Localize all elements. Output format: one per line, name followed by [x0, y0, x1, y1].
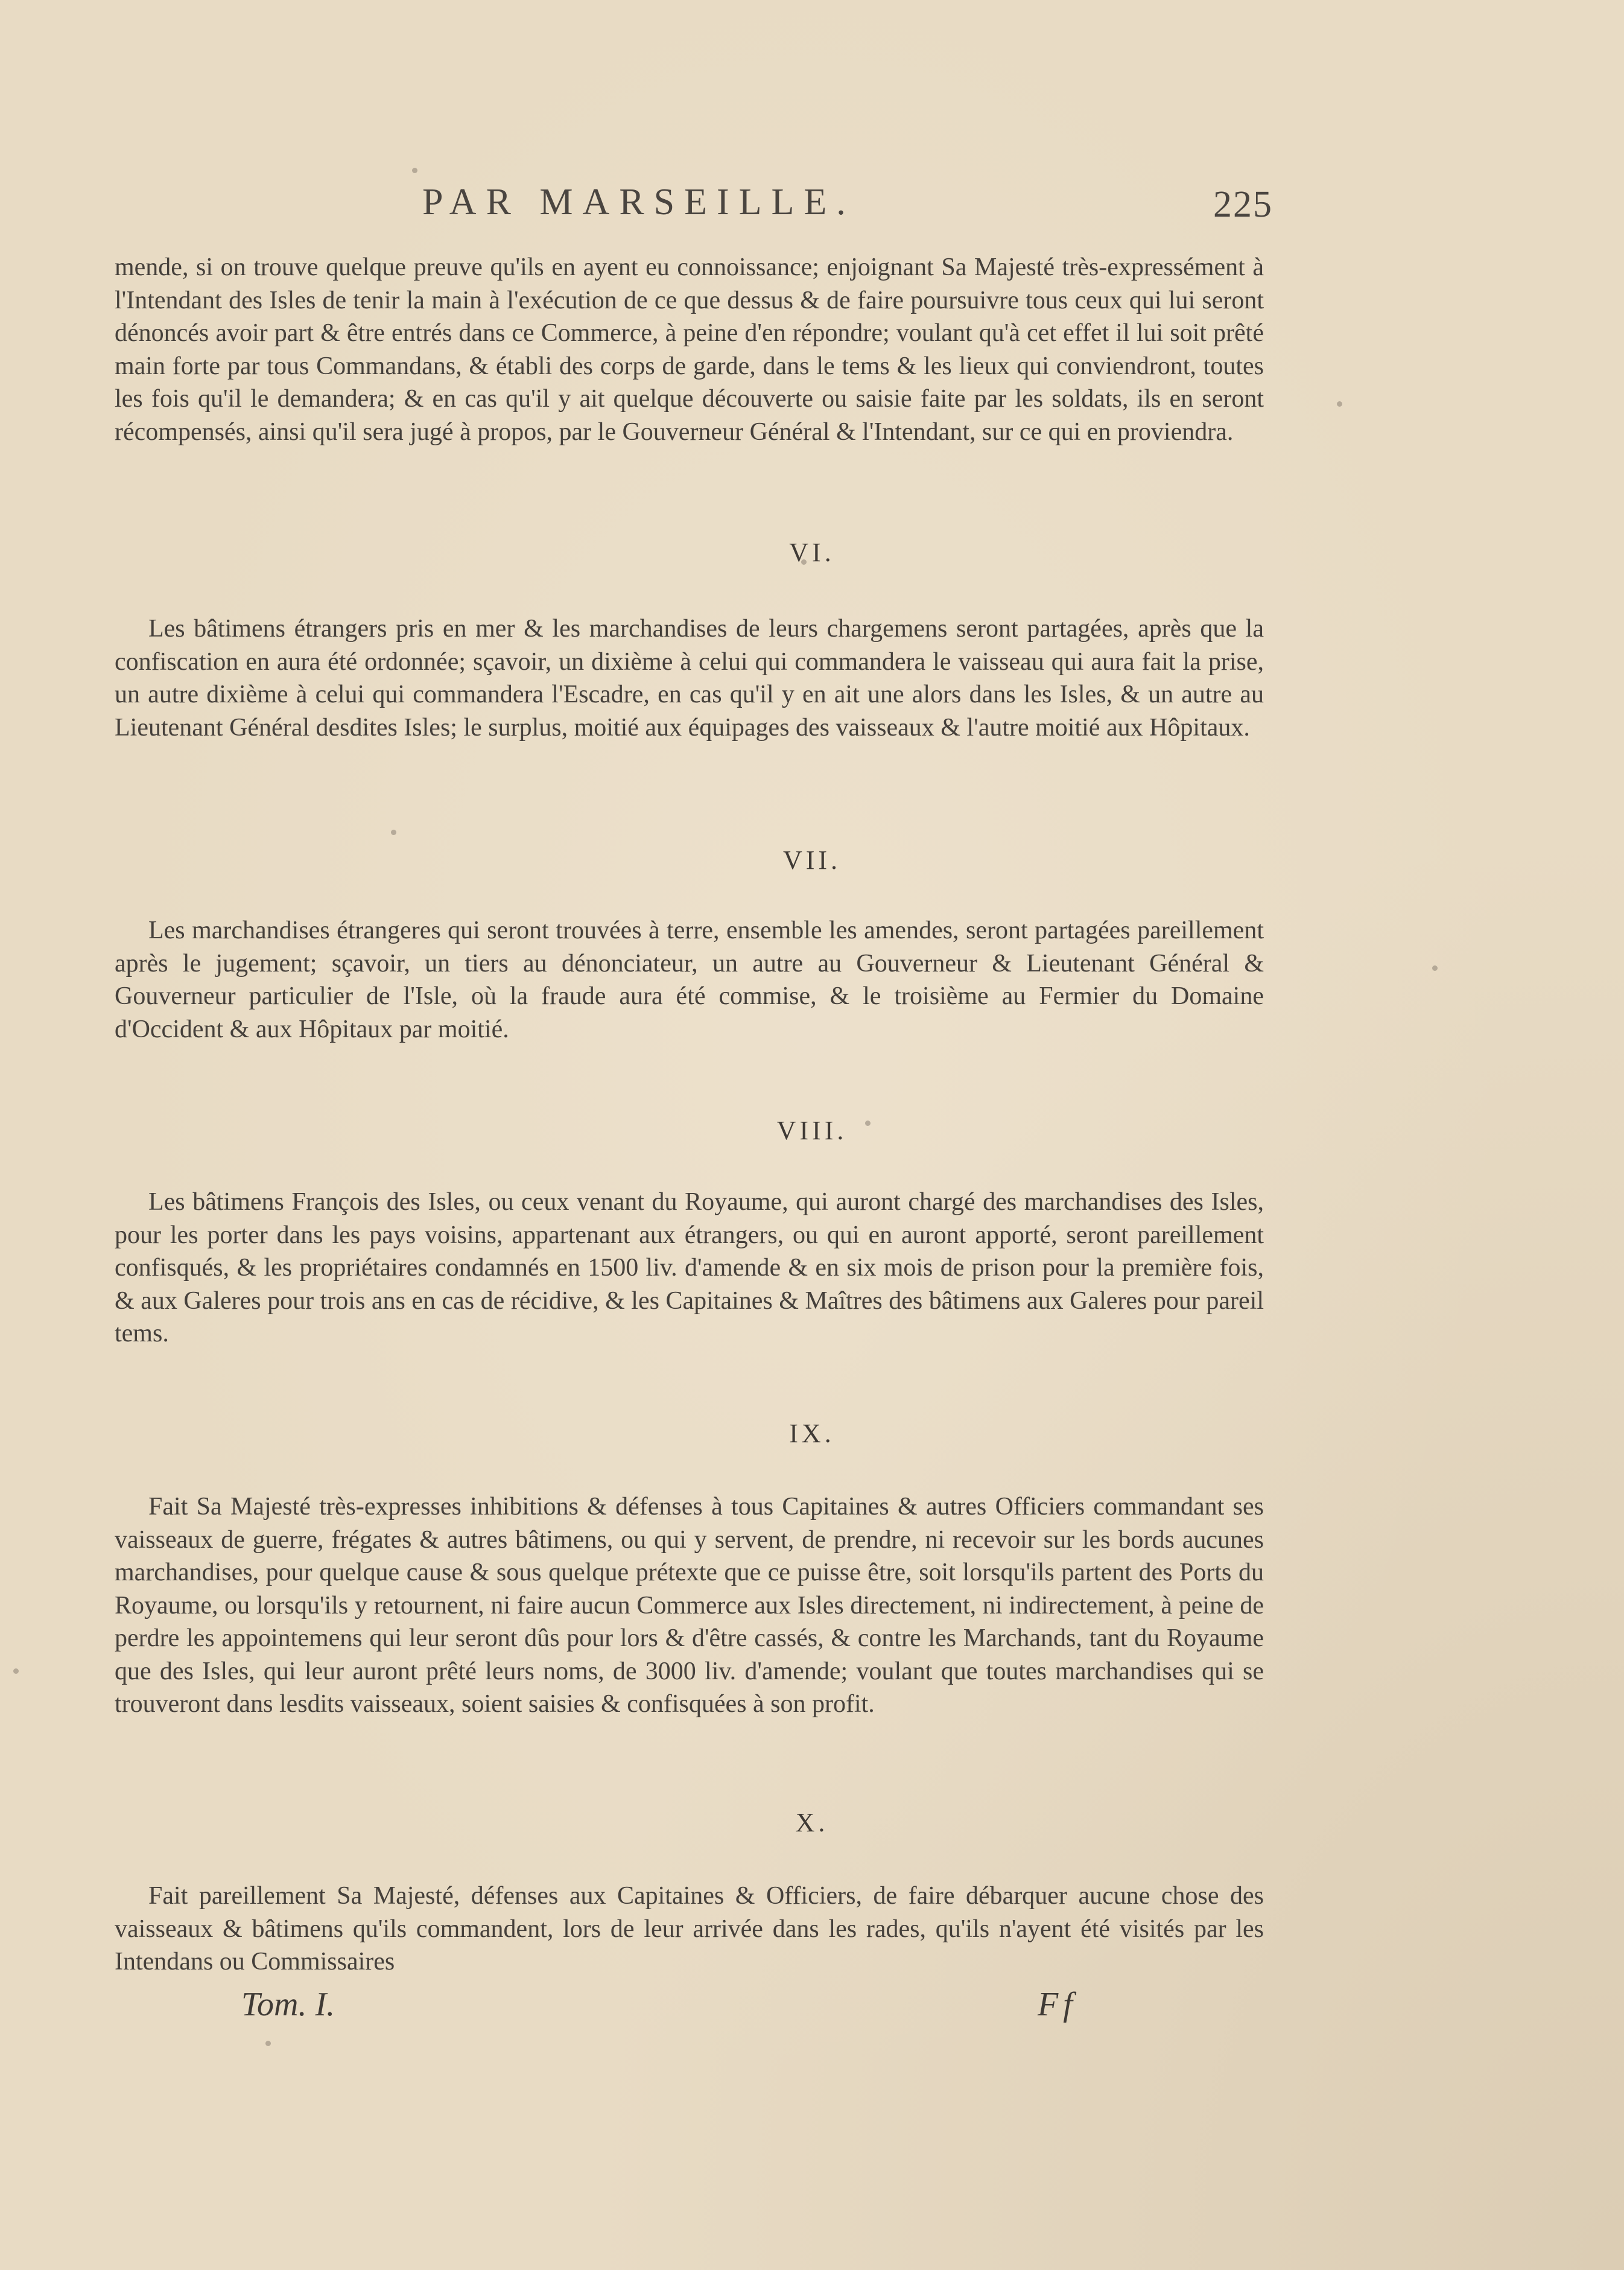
volume-number: Tom. I. [241, 1986, 335, 2023]
page-header [422, 181, 1273, 235]
paragraph: Les bâtimens François des Isles, ou ceux venant du Royaume, qui auront chargé des marchandises des Isles, pour les porter dans les pays voisins, appartenant aux étrangers, ou qui en auront apporté, seront pareillement confisqués, & les propriétaires condamnés en 1500 liv. d'amende & en six mois de prison pour la première fois, & aux Galeres pour trois ans en cas de récidive, & les Capitaines & Maîtres des bâtimens aux Galeres pour pareil tems. [115, 1188, 1264, 1347]
paper-speck [265, 2041, 271, 2046]
section-heading: X. [795, 1808, 829, 1837]
paper-speck [1337, 401, 1342, 407]
paper-speck [1432, 965, 1438, 971]
section-heading: IX. [789, 1419, 835, 1448]
section-heading: VI. [789, 538, 835, 567]
paragraph: Les marchandises étrangeres qui seront trouvées à terre, ensemble les amendes, seront partagées pareillement après le jugement; sçavoir, un tiers au dénonciateur, un autre au Gouverneur & Lieutenant Général & Gouverneur particulier de l'Isle, où la fraude aura été commise, & le troisième au Fermier du Domaine d'Occident & aux Hôpitaux par moitié. [115, 917, 1264, 1043]
paper-speck [412, 168, 417, 173]
article-vi [115, 612, 1264, 744]
signature-mark: Ff [1038, 1986, 1077, 2023]
article-viii [115, 1186, 1264, 1350]
paragraph-continuation [115, 251, 1264, 448]
section-heading: VIII. [776, 1116, 848, 1145]
paragraph: Fait Sa Majesté très-expresses inhibitions & défenses à tous Capitaines & autres Officiers commandant ses vaisseaux de guerre, frégates & autres bâtimens, ou qui y servent, de prendre, ni recevoir sur les bords aucunes marchandises, pour quelque cause & sous quelque prétexte que ce puisse être, soit lorsqu'ils partent des Ports du Royaume, ou lorsqu'ils y retournent, ni faire aucun Commerce aux Isles directement, ni indirectement, à peine de perdre les appointemens qui leur seront dûs pour lors & d'être cassés, & contre les Marchands, tant du Royaume que des Isles, qui leur auront prêté leurs noms, de 3000 liv. d'amende; voulant que toutes marchandises qui se trouveront dans lesdits vaisseaux, soient saisies & confisquées à son profit. [115, 1493, 1264, 1718]
section-heading: VII. [782, 845, 842, 875]
running-title: PAR MARSEILLE. [422, 182, 855, 223]
article-x [115, 1880, 1264, 1979]
paragraph: Fait pareillement Sa Majesté, défenses aux Capitaines & Officiers, de faire débarquer aucune chose des vaisseaux & bâtimens qu'ils commandent, lors de leur arrivée dans les rades, qu'ils n'ayent été visités par les Intendans ou Commissaires [115, 1882, 1264, 1976]
paragraph: Les bâtimens étrangers pris en mer & les marchandises de leurs chargemens seront partagées, après que la confiscation en aura été ordonnée; sçavoir, un dixième à celui qui commandera le vaisseau qui aura fait la prise, un autre dixième à celui qui commandera l'Escadre, en cas qu'il y en ait une alors dans les Isles, & un autre au Lieutenant Général desdites Isles; le surplus, moitié aux équipages des vaisseaux & l'autre moitié aux Hôpitaux. [115, 615, 1264, 742]
paper-speck [391, 830, 396, 835]
paper-speck [13, 1668, 19, 1674]
paragraph: mende, si on trouve quelque preuve qu'ils en ayent eu connoissance; enjoignant Sa Majesté très-expressément à l'Intendant des Isles de tenir la main à l'exécution de ce que dessus & de faire poursuivre tous ceux qui lui seront dénoncés avoir part & être entrés dans ce Commerce, à peine d'en répondre; voulant qu'à cet effet il lui soit prêté main forte par tous Commandans, & établi des corps de garde, dans le tems & les lieux qui conviendront, toutes les fois qu'il le demandera; & en cas qu'il y ait quelque découverte ou saisie faite par les soldats, ils en seront récompensés, ainsi qu'il sera jugé à propos, par le Gouverneur Général & l'Intendant, sur ce qui en proviendra. [115, 253, 1264, 446]
article-ix [115, 1490, 1264, 1721]
page-number: 225 [1213, 184, 1273, 225]
article-vii [115, 914, 1264, 1046]
